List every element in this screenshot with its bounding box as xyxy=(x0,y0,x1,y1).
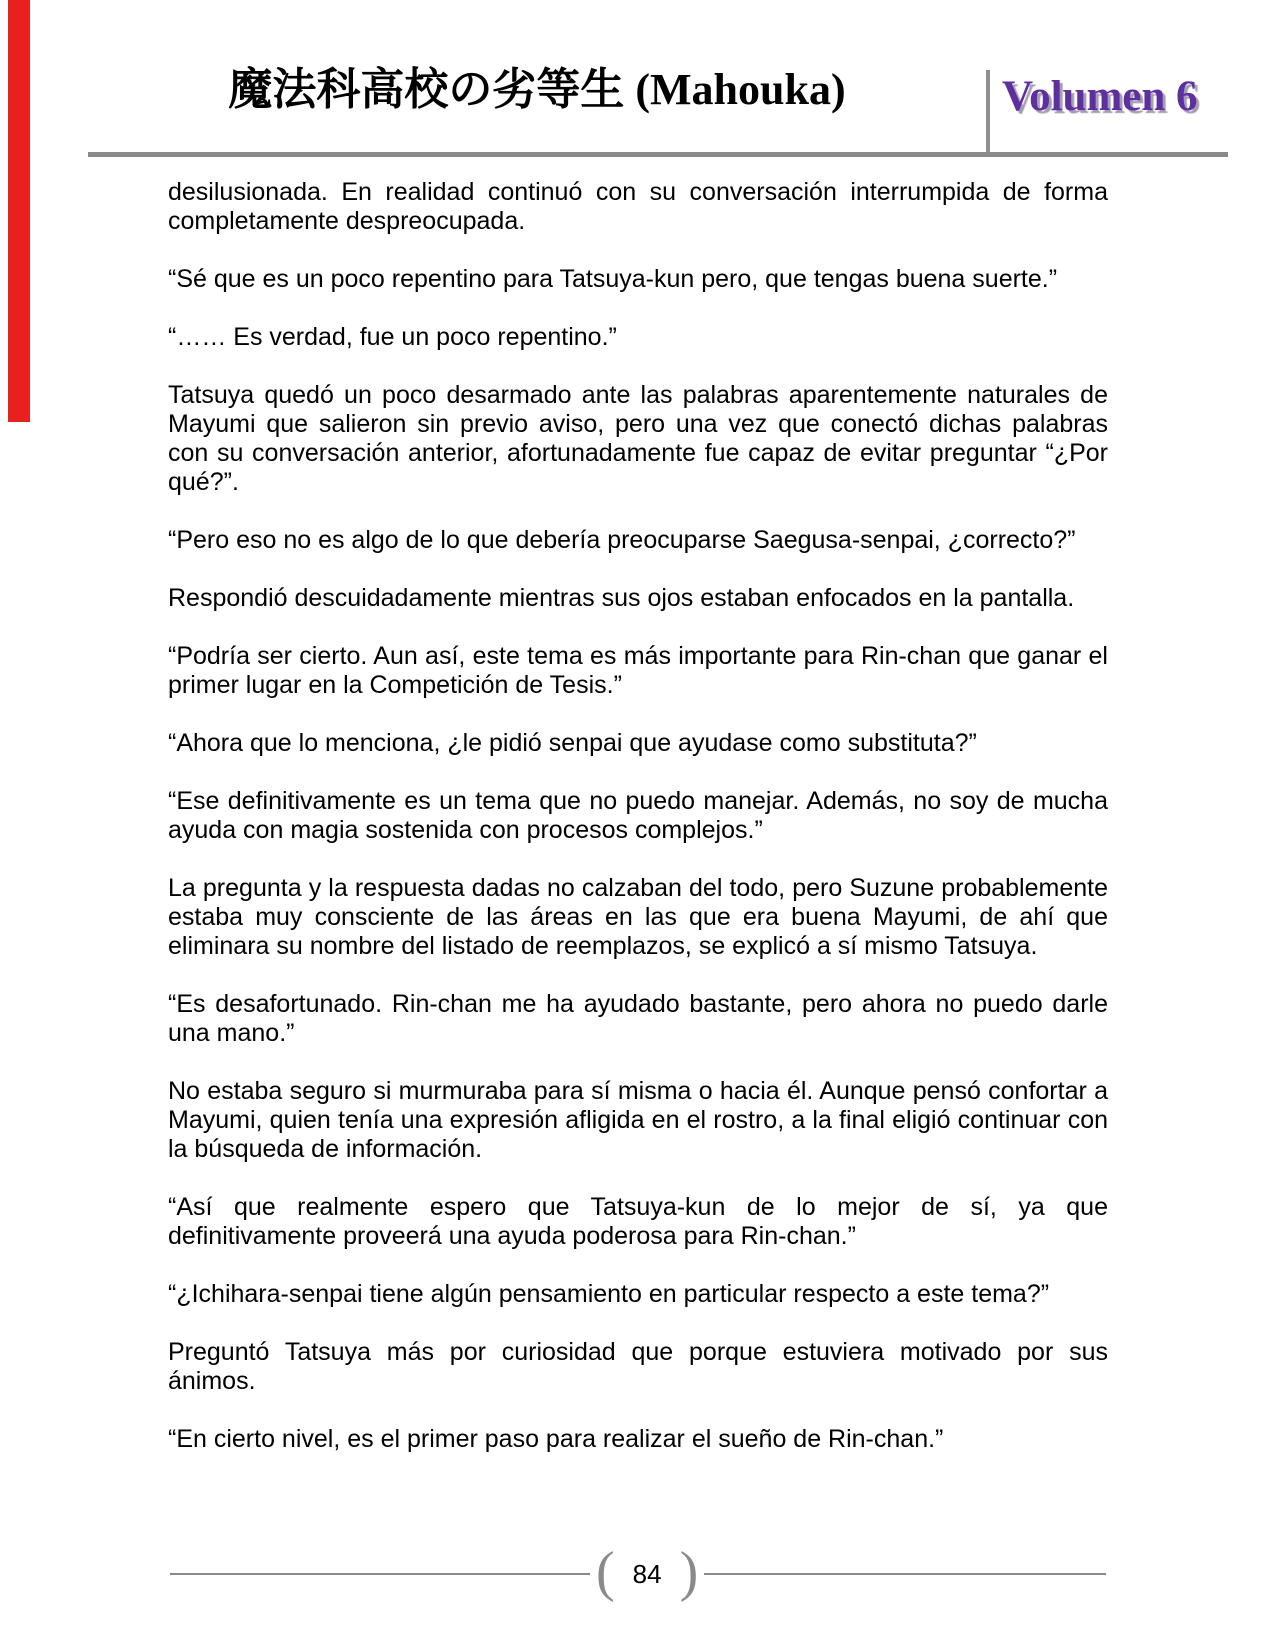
page-number: 84 xyxy=(632,1558,662,1589)
paragraph: “Ahora que lo menciona, ¿le pidió senpai que ayudase como substituta?” xyxy=(168,729,977,757)
volume-label: Volumen 6 xyxy=(1002,73,1198,120)
paragraph: Preguntó Tatsuya más por curiosidad que porque estuviera motivado por sus ánimos. xyxy=(168,1338,1108,1395)
paragraph: No estaba seguro si murmuraba para sí misma o hacia él. Aunque pensó confortar a Mayumi, quien tenía una expresión afligida en el rostro, a la final eligió continuar con la búsqueda de información. xyxy=(168,1077,1108,1163)
header-rule xyxy=(88,152,1228,157)
paragraph: Respondió descuidadamente mientras sus ojos estaban enfocados en la pantalla. xyxy=(168,584,1075,612)
paragraph: “Ese definitivamente es un tema que no puedo manejar. Además, no soy de mucha ayuda con magia sostenida con procesos complejos.” xyxy=(168,787,1108,844)
paragraph: “…… Es verdad, fue un poco repentino.” xyxy=(168,323,617,351)
paragraph: desilusionada. En realidad continuó con su conversación interrumpida de forma completamente despreocupada. xyxy=(168,178,1108,235)
paragraph: Tatsuya quedó un poco desarmado ante las palabras aparentemente naturales de Mayumi que salieron sin previo aviso, pero una vez que conectó dichas palabras con su conversación anterior, afortunadamente fue capaz de evitar preguntar “¿Por qué?”. xyxy=(168,381,1108,496)
header-vertical-divider xyxy=(986,70,990,157)
footer-line-right xyxy=(704,1573,1106,1575)
paragraph: “Sé que es un poco repentino para Tatsuya-kun pero, que tengas buena suerte.” xyxy=(168,265,1058,293)
paragraph: “Podría ser cierto. Aun así, este tema es más importante para Rin-chan que ganar el primer lugar en la Competición de Tesis.” xyxy=(168,642,1108,699)
right-bracket-ornament: ) xyxy=(679,1541,699,1603)
left-margin-red-bar xyxy=(8,0,30,422)
paragraph: “Así que realmente espero que Tatsuya-kun de lo mejor de sí, ya que definitivamente proveerá una ayuda poderosa para Rin-chan.” xyxy=(168,1193,1108,1250)
footer-line-left xyxy=(170,1573,590,1575)
paragraph: “Pero eso no es algo de lo que debería preocuparse Saegusa-senpai, ¿correcto?” xyxy=(168,526,1076,554)
paragraph: “En cierto nivel, es el primer paso para realizar el sueño de Rin-chan.” xyxy=(168,1425,944,1453)
paragraph: “¿Ichihara-senpai tiene algún pensamiento en particular respecto a este tema?” xyxy=(168,1280,1050,1308)
series-title: 魔法科高校の劣等生 (Mahouka) xyxy=(228,65,846,114)
left-bracket-ornament: ( xyxy=(596,1541,615,1603)
body-text xyxy=(168,178,1108,1483)
paragraph: La pregunta y la respuesta dadas no calzaban del todo, pero Suzune probablemente estaba muy consciente de las áreas en las que era buena Mayumi, de ahí que eliminara su nombre del listado de reemplazos, se explicó a sí mismo Tatsuya. xyxy=(168,874,1108,960)
page-footer xyxy=(170,1542,1106,1606)
paragraph: “Es desafortunado. Rin-chan me ha ayudado bastante, pero ahora no puedo darle una mano.” xyxy=(168,990,1108,1047)
